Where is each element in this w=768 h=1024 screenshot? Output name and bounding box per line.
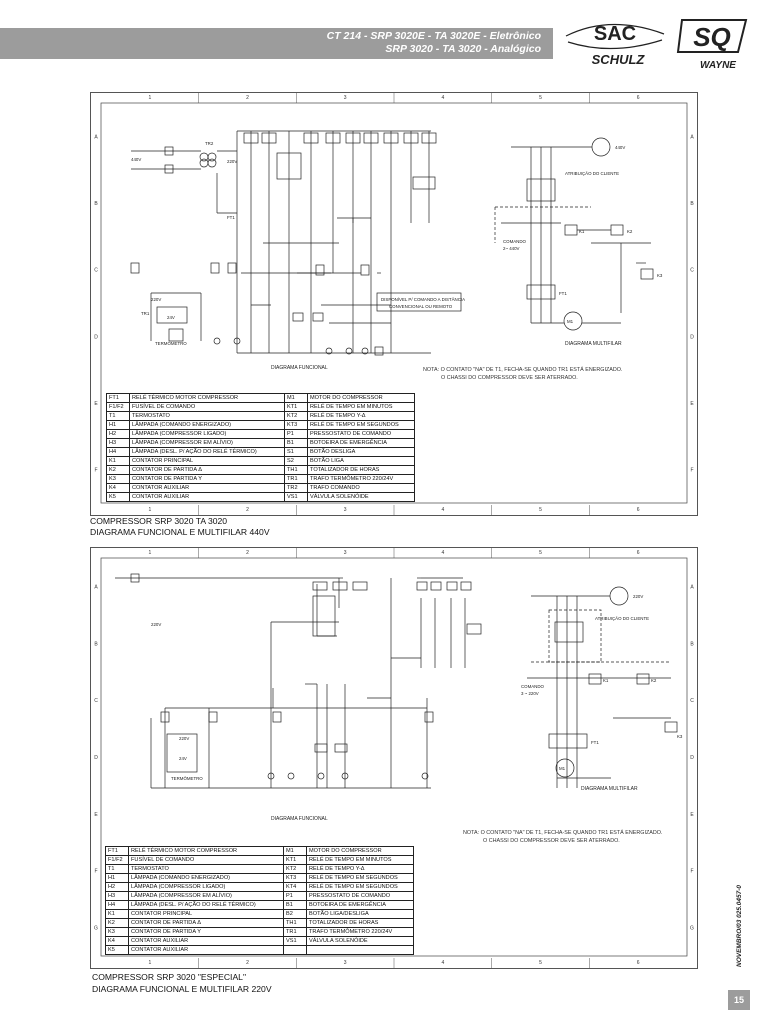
- ruler-column-label: 2: [246, 507, 249, 513]
- legend-description: TRAFO TERMÔMETRO 220/24V: [307, 928, 414, 937]
- multifilar-diagram-wiring: [495, 138, 653, 330]
- legend-code: H1: [107, 421, 130, 430]
- legend-row: [107, 466, 415, 475]
- legend-code: M1: [285, 394, 308, 403]
- legend-description: FUSÍVEL DE COMANDO: [130, 403, 285, 412]
- legend-code: B1: [285, 439, 308, 448]
- diagram-220v-sheet: [90, 547, 698, 969]
- label-220v-left: 220V: [151, 622, 162, 627]
- legend-description: BOTÃO LIGA/DESLIGA: [307, 910, 414, 919]
- ruler-column-label: 6: [636, 960, 640, 966]
- legend-code: H3: [107, 439, 130, 448]
- ruler-row-label: A: [94, 134, 98, 141]
- legend-description: TOTALIZADOR DE HORAS: [308, 466, 415, 475]
- functional-diagram-wiring-220v: [115, 574, 481, 788]
- ruler-row-label: G: [690, 925, 694, 932]
- label-comando: COMANDO: [503, 239, 526, 244]
- ruler-row-label: E: [94, 811, 98, 818]
- legend-description: RELÉ TÉRMICO MOTOR COMPRESSOR: [129, 847, 284, 856]
- legend-code: S1: [285, 448, 308, 457]
- legend-row: [106, 910, 414, 919]
- label-k1: K1: [579, 229, 585, 234]
- diagram-220v-note-line1: NOTA: O CONTATO "NA" DE T1, FECHA-SE QUANDO TR1 ESTÁ ENERGIZADO.: [463, 830, 663, 836]
- legend-code: K2: [107, 466, 130, 475]
- legend-row: [107, 493, 415, 502]
- legend-row: [107, 412, 415, 421]
- legend-code: KT3: [284, 874, 307, 883]
- legend-row: [106, 874, 414, 883]
- legend-description: CONTATOR PRINCIPAL: [130, 457, 285, 466]
- label-diagrama-multifilar: DIAGRAMA MULTIFILAR: [565, 341, 622, 347]
- ruler-row-label: B: [94, 201, 98, 207]
- ruler-row-label: G: [94, 925, 98, 932]
- label-disponivel-2: CONVENCIONAL OU REMOTO: [389, 304, 453, 309]
- legend-description: BOTÃO LIGA: [308, 457, 415, 466]
- label-diagrama-funcional: DIAGRAMA FUNCIONAL: [271, 816, 328, 822]
- label-k3: K3: [677, 734, 683, 739]
- label-440v-left: 440V: [131, 157, 142, 162]
- legend-code: S2: [285, 457, 308, 466]
- legend-description: LÂMPADA (COMPRESSOR LIGADO): [129, 883, 284, 892]
- diagram-440v-note-line2: O CHASSI DO COMPRESSOR DEVE SER ATERRADO.: [441, 375, 578, 381]
- legend-code: TR1: [285, 475, 308, 484]
- legend-description: CONTATOR AUXILIAR: [130, 493, 285, 502]
- sq-logo-text: SQ: [693, 22, 731, 52]
- label-tr2: TR2: [205, 141, 214, 146]
- label-atribuicao: ATRIBUIÇÃO DO CLIENTE: [595, 616, 650, 621]
- legend-description: CONTATOR AUXILIAR: [129, 937, 284, 946]
- label-m1: M1: [567, 319, 574, 324]
- legend-description: RELÉ DE TEMPO Y-Δ: [307, 865, 414, 874]
- ruler-column-label: 1: [148, 960, 152, 966]
- legend-code: K3: [107, 475, 130, 484]
- ruler-row-label: F: [690, 467, 694, 474]
- legend-description: LÂMPADA (DESL. P/ AÇÃO DO RELÉ TÉRMICO): [129, 901, 284, 910]
- legend-description: CONTATOR DE PARTIDA Y: [130, 475, 285, 484]
- legend-description: LÂMPADA (COMANDO ENERGIZADO): [130, 421, 285, 430]
- ruler-column-label: 3: [343, 95, 347, 101]
- legend-code: TH1: [285, 466, 308, 475]
- ruler-row-label: C: [94, 698, 98, 705]
- legend-code: FT1: [107, 394, 130, 403]
- legend-code: VS1: [284, 937, 307, 946]
- legend-code: H1: [106, 874, 129, 883]
- legend-description: RELÉ DE TEMPO EM MINUTOS: [308, 403, 415, 412]
- legend-description: CONTATOR PRINCIPAL: [129, 910, 284, 919]
- legend-code: T1: [106, 865, 129, 874]
- legend-row: [107, 394, 415, 403]
- legend-code: T1: [107, 412, 130, 421]
- legend-code: H4: [106, 901, 129, 910]
- ruler-column-label: 2: [246, 960, 249, 966]
- ruler-column-label: 1: [148, 507, 152, 513]
- ruler-column-label: 6: [636, 507, 640, 513]
- ruler-column-label: 4: [441, 95, 445, 101]
- legend-description: LÂMPADA (COMPRESSOR EM ALÍVIO): [129, 892, 284, 901]
- legend-code: KT1: [284, 856, 307, 865]
- legend-row: [106, 928, 414, 937]
- ruler-row-label: F: [94, 467, 98, 474]
- legend-description: [307, 946, 414, 955]
- label-220v: 220V: [151, 297, 162, 302]
- ruler-column-label: 6: [636, 95, 640, 101]
- legend-row: [106, 856, 414, 865]
- legend-description: BOTOEIRA DE EMERGÊNCIA: [308, 439, 415, 448]
- label-diagrama-funcional: DIAGRAMA FUNCIONAL: [271, 365, 328, 371]
- legend-code: KT4: [284, 883, 307, 892]
- sq-wayne-logo: [676, 16, 756, 72]
- legend-code: VS1: [285, 493, 308, 502]
- legend-description: PRESSOSTATO DE COMANDO: [307, 892, 414, 901]
- ruler-row-label: B: [94, 641, 98, 648]
- legend-description: VÁLVULA SOLENÓIDE: [308, 493, 415, 502]
- header-title-line1: CT 214 - SRP 3020E - TA 3020E - Eletrônico: [326, 30, 541, 42]
- header-title-line2: SRP 3020 - TA 3020 - Analógico: [385, 43, 541, 55]
- legend-code: K2: [106, 919, 129, 928]
- label-atribuicao: ATRIBUIÇÃO DO CLIENTE: [565, 171, 620, 176]
- ruler-row-label: B: [690, 641, 694, 648]
- legend-description: CONTATOR AUXILIAR: [129, 946, 284, 955]
- ruler-row-label: C: [690, 267, 694, 274]
- ruler-row-label: E: [690, 811, 694, 818]
- legend-code: KT2: [285, 412, 308, 421]
- ruler-column-label: 4: [441, 960, 445, 966]
- ruler-column-label: 3: [343, 550, 347, 556]
- legend-code: [284, 946, 307, 955]
- diagram-220v-caption-line2: DIAGRAMA FUNCIONAL E MULTIFILAR 220V: [92, 984, 272, 994]
- legend-row: [106, 946, 414, 955]
- label-disponivel: DISPONÍVEL P/ COMANDO A DISTÂNCIA: [381, 297, 466, 302]
- label-220v-tr: 220V: [179, 736, 190, 741]
- legend-description: TRAFO TERMÔMETRO 220/24V: [308, 475, 415, 484]
- legend-row: [107, 448, 415, 457]
- legend-description: RELÉ DE TEMPO EM SEGUNDOS: [307, 874, 414, 883]
- diagram-440v-sheet: [90, 92, 698, 516]
- document-code: [736, 872, 748, 967]
- legend-description: VÁLVULA SOLENÓIDE: [307, 937, 414, 946]
- legend-description: RELÉ DE TEMPO EM SEGUNDOS: [308, 421, 415, 430]
- legend-description: MOTOR DO COMPRESSOR: [307, 847, 414, 856]
- legend-row: [106, 865, 414, 874]
- legend-description: LÂMPADA (COMANDO ENERGIZADO): [129, 874, 284, 883]
- label-24v: 24V: [167, 315, 175, 320]
- label-k2: K2: [651, 678, 657, 683]
- ruler-column-label: 5: [539, 507, 542, 513]
- legend-description: TERMOSTATO: [130, 412, 285, 421]
- legend-row: [106, 901, 414, 910]
- legend-code: P1: [285, 430, 308, 439]
- legend-description: FUSÍVEL DE COMANDO: [129, 856, 284, 865]
- legend-description: CONTATOR AUXILIAR: [130, 484, 285, 493]
- sac-schulz-logo: [560, 16, 670, 68]
- legend-description: RELÉ DE TEMPO EM MINUTOS: [307, 856, 414, 865]
- diagram-440v-note-line1: NOTA: O CONTATO "NA" DE T1, FECHA-SE QUANDO TR1 ESTÁ ENERGIZADO.: [423, 367, 623, 373]
- label-k3: K3: [657, 273, 663, 278]
- legend-description: LÂMPADA (COMPRESSOR LIGADO): [130, 430, 285, 439]
- legend-code: K1: [106, 910, 129, 919]
- legend-code: H3: [106, 892, 129, 901]
- legend-row: [106, 883, 414, 892]
- legend-row: [107, 430, 415, 439]
- legend-code: K1: [107, 457, 130, 466]
- legend-code: H2: [106, 883, 129, 892]
- wayne-logo-text: WAYNE: [700, 60, 736, 71]
- ruler-row-label: D: [94, 755, 98, 761]
- ruler-row-label: E: [94, 401, 98, 407]
- legend-description: RELÉ DE TEMPO Y-Δ: [308, 412, 415, 421]
- functional-diagram-wiring: [131, 131, 461, 355]
- legend-code: H4: [107, 448, 130, 457]
- legend-code: FT1: [106, 847, 129, 856]
- legend-description: RELÉ DE TEMPO EM SEGUNDOS: [307, 883, 414, 892]
- legend-code: KT3: [285, 421, 308, 430]
- legend-description: LÂMPADA (COMPRESSOR EM ALÍVIO): [130, 439, 285, 448]
- label-termometro: TERMÔMETRO: [155, 341, 187, 346]
- legend-code: K4: [106, 937, 129, 946]
- ruler-column-label: 1: [148, 550, 152, 556]
- legend-description: RELÉ TÉRMICO MOTOR COMPRESSOR: [130, 394, 285, 403]
- legend-code: B2: [284, 910, 307, 919]
- ruler-column-label: 5: [539, 960, 542, 966]
- legend-row: [106, 847, 414, 856]
- legend-code: TR1: [284, 928, 307, 937]
- ruler-column-label: 4: [441, 550, 445, 556]
- legend-code: TR2: [285, 484, 308, 493]
- legend-description: PRESSOSTATO DE COMANDO: [308, 430, 415, 439]
- ruler-column-label: 3: [343, 507, 347, 513]
- diagram-220v-caption-line1: COMPRESSOR SRP 3020 "ESPECIAL": [92, 972, 247, 982]
- ruler-row-label: D: [690, 755, 694, 761]
- document-code-text: NOVEMBRO/03 025.0457-0: [736, 884, 743, 967]
- legend-description: CONTATOR DE PARTIDA Δ: [130, 466, 285, 475]
- legend-row: [107, 484, 415, 493]
- legend-code: M1: [284, 847, 307, 856]
- legend-description: TERMOSTATO: [129, 865, 284, 874]
- legend-row: [107, 421, 415, 430]
- ruler-column-label: 3: [343, 960, 347, 966]
- label-comando: COMANDO: [521, 684, 544, 689]
- schulz-logo-text: SCHULZ: [591, 52, 645, 67]
- legend-description: MOTOR DO COMPRESSOR: [308, 394, 415, 403]
- legend-description: BOTÃO DESLIGA: [308, 448, 415, 457]
- header-bar: [0, 28, 553, 59]
- label-k2: K2: [627, 229, 633, 234]
- ruler-row-label: E: [690, 401, 694, 407]
- ruler-row-label: D: [94, 334, 98, 341]
- ruler-row-label: F: [94, 868, 98, 875]
- ruler-row-label: A: [690, 134, 694, 141]
- legend-row: [106, 919, 414, 928]
- legend-description: TRAFO COMANDO: [308, 484, 415, 493]
- ruler-column-label: 4: [441, 507, 445, 513]
- legend-row: [107, 403, 415, 412]
- legend-code: P1: [284, 892, 307, 901]
- label-comando-v: 2~ 440V: [503, 246, 520, 251]
- ruler-row-label: C: [94, 267, 98, 274]
- label-termometro: TERMÔMETRO: [171, 776, 203, 781]
- label-24v: 24V: [179, 756, 187, 761]
- label-ft1-multi: FT1: [559, 291, 567, 296]
- legend-code: K5: [107, 493, 130, 502]
- legend-description: CONTATOR DE PARTIDA Δ: [129, 919, 284, 928]
- diagram-440v-caption-line1: COMPRESSOR SRP 3020 TA 3020: [90, 516, 228, 526]
- ruler-column-label: 1: [148, 95, 152, 101]
- legend-description: TOTALIZADOR DE HORAS: [307, 919, 414, 928]
- legend-description: BOTOEIRA DE EMERGÊNCIA: [307, 901, 414, 910]
- label-tr1: TR1: [141, 311, 150, 316]
- sac-logo-text: SAC: [593, 23, 637, 45]
- legend-description: LÂMPADA (DESL. P/ AÇÃO DO RELÉ TÉRMICO): [130, 448, 285, 457]
- ruler-row-label: D: [690, 334, 694, 341]
- diagram-440v-labels: [131, 141, 663, 371]
- legend-code: KT2: [284, 865, 307, 874]
- label-m1: M1: [559, 766, 566, 771]
- ruler-column-label: 5: [539, 95, 542, 101]
- label-ft1-multi: FT1: [591, 740, 599, 745]
- label-comando-v: 3 ~ 220V: [521, 691, 539, 696]
- legend-code: F1/F2: [106, 856, 129, 865]
- ruler-row-label: A: [94, 584, 98, 591]
- legend-code: H2: [107, 430, 130, 439]
- legend-code: KT1: [285, 403, 308, 412]
- diagram-440v-legend-table: [106, 393, 415, 502]
- diagram-220v-legend-table: [105, 846, 414, 955]
- legend-code: TH1: [284, 919, 307, 928]
- legend-row: [107, 475, 415, 484]
- ruler-row-label: C: [690, 698, 694, 705]
- label-ft1: FT1: [227, 215, 235, 220]
- legend-description: CONTATOR DE PARTIDA Y: [129, 928, 284, 937]
- diagram-220v-note-line2: O CHASSI DO COMPRESSOR DEVE SER ATERRADO.: [483, 838, 620, 844]
- label-220v-tr: 220V: [227, 159, 238, 164]
- legend-code: B1: [284, 901, 307, 910]
- ruler-column-label: 2: [246, 95, 249, 101]
- ruler-row-label: F: [690, 868, 694, 875]
- page-number: 15: [728, 990, 750, 1010]
- legend-row: [106, 937, 414, 946]
- ruler-row-label: A: [690, 584, 694, 591]
- ruler-row-label: B: [690, 201, 694, 207]
- legend-row: [107, 457, 415, 466]
- legend-code: F1/F2: [107, 403, 130, 412]
- legend-code: K4: [107, 484, 130, 493]
- label-k1: K1: [603, 678, 609, 683]
- label-supply: 220V: [633, 594, 644, 599]
- diagram-440v-caption-line2: DIAGRAMA FUNCIONAL E MULTIFILAR 440V: [90, 527, 270, 537]
- legend-row: [107, 439, 415, 448]
- ruler-column-label: 2: [246, 550, 249, 556]
- legend-code: K3: [106, 928, 129, 937]
- legend-code: K5: [106, 946, 129, 955]
- legend-row: [106, 892, 414, 901]
- label-diagrama-multifilar: DIAGRAMA MULTIFILAR: [581, 786, 638, 792]
- ruler-column-label: 6: [636, 550, 640, 556]
- label-supply: 440V: [615, 145, 626, 150]
- ruler-column-label: 5: [539, 550, 542, 556]
